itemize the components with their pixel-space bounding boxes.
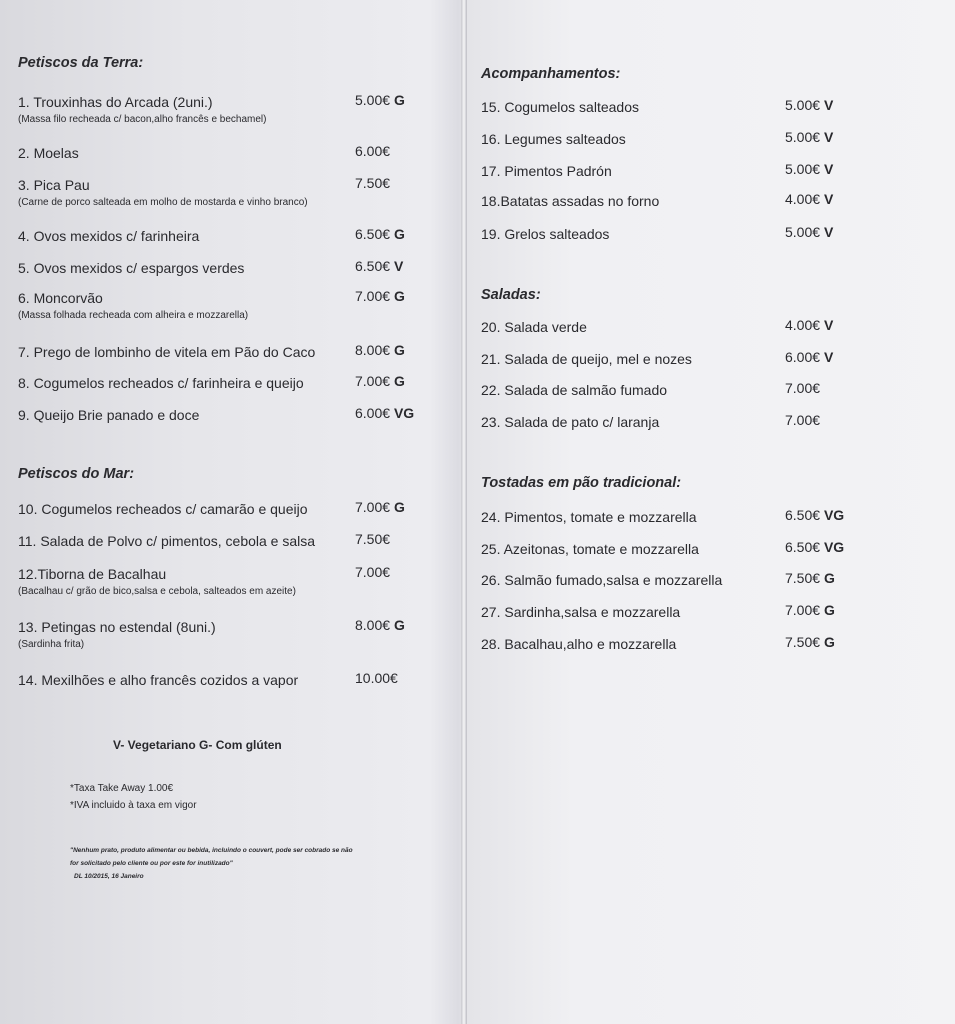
price-value: 6.00€ bbox=[785, 349, 821, 365]
menu-item-price bbox=[785, 224, 833, 240]
price-value: 7.00€ bbox=[355, 288, 391, 304]
menu-item-price bbox=[785, 412, 820, 428]
section-title: Petiscos do Mar: bbox=[18, 466, 135, 482]
menu-item-description: (Bacalhau c/ grão de bico,salsa e cebola, salteados em azeite) bbox=[18, 586, 296, 597]
dietary-tag: VG bbox=[393, 405, 415, 421]
dietary-tag: G bbox=[823, 634, 835, 650]
dietary-tag: G bbox=[393, 226, 405, 242]
menu-item-price bbox=[785, 129, 833, 145]
price-value: 4.00€ bbox=[785, 191, 821, 207]
dietary-tag: V bbox=[823, 161, 834, 177]
menu-item-name: 19. Grelos salteados bbox=[481, 226, 610, 242]
menu-item-name: 22. Salada de salmão fumado bbox=[481, 382, 668, 398]
dietary-tag: V bbox=[823, 129, 834, 145]
note-takeaway: *Taxa Take Away 1.00€ bbox=[70, 783, 174, 794]
menu-item-price bbox=[785, 602, 835, 618]
menu-item-name: 16. Legumes salteados bbox=[481, 131, 626, 147]
menu-item-price bbox=[355, 531, 390, 547]
price-value: 6.50€ bbox=[355, 258, 391, 274]
price-value: 7.00€ bbox=[785, 380, 821, 396]
dietary-tag: G bbox=[393, 288, 405, 304]
dietary-tag: G bbox=[823, 570, 835, 586]
menu-item-price bbox=[355, 499, 405, 515]
menu-item-name: 12.Tiborna de Bacalhau bbox=[18, 566, 167, 582]
dietary-tag: V bbox=[823, 191, 834, 207]
price-value: 7.50€ bbox=[355, 531, 391, 547]
menu-item-description: (Massa filo recheada c/ bacon,alho francês e bechamel) bbox=[18, 114, 267, 125]
menu-item-price bbox=[355, 670, 398, 686]
menu-item-price bbox=[355, 564, 390, 580]
menu-item-price bbox=[355, 92, 405, 108]
menu-item-price bbox=[785, 349, 833, 365]
menu-item-name: 23. Salada de pato c/ laranja bbox=[481, 414, 660, 430]
price-value: 5.00€ bbox=[785, 129, 821, 145]
menu-item-price bbox=[785, 634, 835, 650]
dietary-tag: G bbox=[393, 617, 405, 633]
menu-item-price bbox=[355, 342, 405, 358]
dietary-tag: VG bbox=[823, 539, 845, 555]
dietary-tag: VG bbox=[823, 507, 845, 523]
menu-item-price bbox=[785, 570, 835, 586]
price-value: 7.00€ bbox=[355, 373, 391, 389]
price-value: 5.00€ bbox=[785, 161, 821, 177]
section-title: Petiscos da Terra: bbox=[18, 55, 144, 71]
menu-item-name: 28. Bacalhau,alho e mozzarella bbox=[481, 636, 677, 652]
menu-item-name: 20. Salada verde bbox=[481, 319, 587, 335]
menu-item-description: (Sardinha frita) bbox=[18, 639, 85, 650]
menu-item-name: 11. Salada de Polvo c/ pimentos, cebola e salsa bbox=[18, 533, 316, 549]
page-fold bbox=[461, 0, 467, 1024]
menu-item-name: 7. Prego de lombinho de vitela em Pão do Caco bbox=[18, 344, 316, 360]
price-value: 4.00€ bbox=[785, 317, 821, 333]
menu-item-name: 9. Queijo Brie panado e doce bbox=[18, 407, 200, 423]
dietary-tag: G bbox=[393, 92, 405, 108]
menu-item-name: 6. Moncorvão bbox=[18, 290, 103, 306]
price-value: 8.00€ bbox=[355, 342, 391, 358]
menu-item-price bbox=[355, 175, 390, 191]
price-value: 7.50€ bbox=[355, 175, 391, 191]
price-value: 6.00€ bbox=[355, 405, 391, 421]
price-value: 7.50€ bbox=[785, 570, 821, 586]
menu-item-price bbox=[355, 617, 405, 633]
menu-item-description: (Carne de porco salteada em molho de mostarda e vinho branco) bbox=[18, 197, 308, 208]
price-value: 5.00€ bbox=[785, 224, 821, 240]
menu-item-price bbox=[355, 143, 390, 159]
menu-item-price bbox=[785, 380, 820, 396]
menu-item-name: 10. Cogumelos recheados c/ camarão e queijo bbox=[18, 501, 308, 517]
menu-item-name: 8. Cogumelos recheados c/ farinheira e queijo bbox=[18, 375, 304, 391]
menu-item-name: 21. Salada de queijo, mel e nozes bbox=[481, 351, 692, 367]
dietary-tag: V bbox=[823, 317, 834, 333]
dietary-tag: G bbox=[393, 499, 405, 515]
price-value: 7.00€ bbox=[355, 499, 391, 515]
section-title: Tostadas em pão tradicional: bbox=[481, 475, 682, 491]
price-value: 5.00€ bbox=[355, 92, 391, 108]
menu-item-name: 24. Pimentos, tomate e mozzarella bbox=[481, 509, 697, 525]
menu-item-name: 2. Moelas bbox=[18, 145, 79, 161]
menu-item-price bbox=[785, 507, 844, 523]
fine-print-line: for solicitado pelo cliente ou por este for inutilizado" bbox=[70, 860, 233, 867]
fine-print-line: DL 10/2015, 16 Janeiro bbox=[74, 873, 144, 880]
menu-item-price bbox=[785, 317, 833, 333]
menu-item-price bbox=[785, 97, 833, 113]
legend: V- Vegetariano G- Com glúten bbox=[113, 738, 282, 752]
dietary-tag: V bbox=[823, 97, 834, 113]
menu-item-name: 27. Sardinha,salsa e mozzarella bbox=[481, 604, 681, 620]
price-value: 7.00€ bbox=[785, 602, 821, 618]
menu-item-name: 1. Trouxinhas do Arcada (2uni.) bbox=[18, 94, 213, 110]
menu-item-name: 13. Petingas no estendal (8uni.) bbox=[18, 619, 216, 635]
dietary-tag: G bbox=[393, 373, 405, 389]
price-value: 7.00€ bbox=[355, 564, 391, 580]
price-value: 6.00€ bbox=[355, 143, 391, 159]
menu-item-name: 26. Salmão fumado,salsa e mozzarella bbox=[481, 572, 723, 588]
price-value: 5.00€ bbox=[785, 97, 821, 113]
menu-item-price bbox=[785, 161, 833, 177]
price-value: 6.50€ bbox=[785, 539, 821, 555]
dietary-tag: V bbox=[823, 224, 834, 240]
section-title: Saladas: bbox=[481, 287, 541, 303]
price-value: 6.50€ bbox=[355, 226, 391, 242]
price-value: 8.00€ bbox=[355, 617, 391, 633]
price-value: 7.00€ bbox=[785, 412, 821, 428]
fine-print-line: "Nenhum prato, produto alimentar ou bebida, incluindo o couvert, pode ser cobrado se não bbox=[70, 847, 353, 854]
menu-item-price bbox=[355, 258, 403, 274]
price-value: 6.50€ bbox=[785, 507, 821, 523]
menu-item-description: (Massa folhada recheada com alheira e mozzarella) bbox=[18, 310, 249, 321]
menu-item-name: 4. Ovos mexidos c/ farinheira bbox=[18, 228, 200, 244]
price-value: 7.50€ bbox=[785, 634, 821, 650]
menu-item-price bbox=[785, 539, 844, 555]
menu-item-name: 25. Azeitonas, tomate e mozzarella bbox=[481, 541, 699, 557]
menu-item-price bbox=[355, 288, 405, 304]
dietary-tag: G bbox=[393, 342, 405, 358]
menu-item-name: 18.Batatas assadas no forno bbox=[481, 193, 660, 209]
dietary-tag: G bbox=[823, 602, 835, 618]
menu-item-name: 15. Cogumelos salteados bbox=[481, 99, 639, 115]
menu-item-price bbox=[355, 373, 405, 389]
menu-item-price bbox=[785, 191, 833, 207]
menu-item-name: 14. Mexilhões e alho francês cozidos a vapor bbox=[18, 672, 299, 688]
dietary-tag: V bbox=[823, 349, 834, 365]
menu-item-name: 5. Ovos mexidos c/ espargos verdes bbox=[18, 260, 245, 276]
price-value: 10.00€ bbox=[355, 670, 398, 686]
menu-item-name: 3. Pica Pau bbox=[18, 177, 90, 193]
menu-item-price bbox=[355, 405, 414, 421]
note-iva: *IVA incluido à taxa em vigor bbox=[70, 800, 197, 811]
menu-item-name: 17. Pimentos Padrón bbox=[481, 163, 612, 179]
dietary-tag: V bbox=[393, 258, 404, 274]
section-title: Acompanhamentos: bbox=[481, 66, 621, 82]
menu-item-price bbox=[355, 226, 405, 242]
